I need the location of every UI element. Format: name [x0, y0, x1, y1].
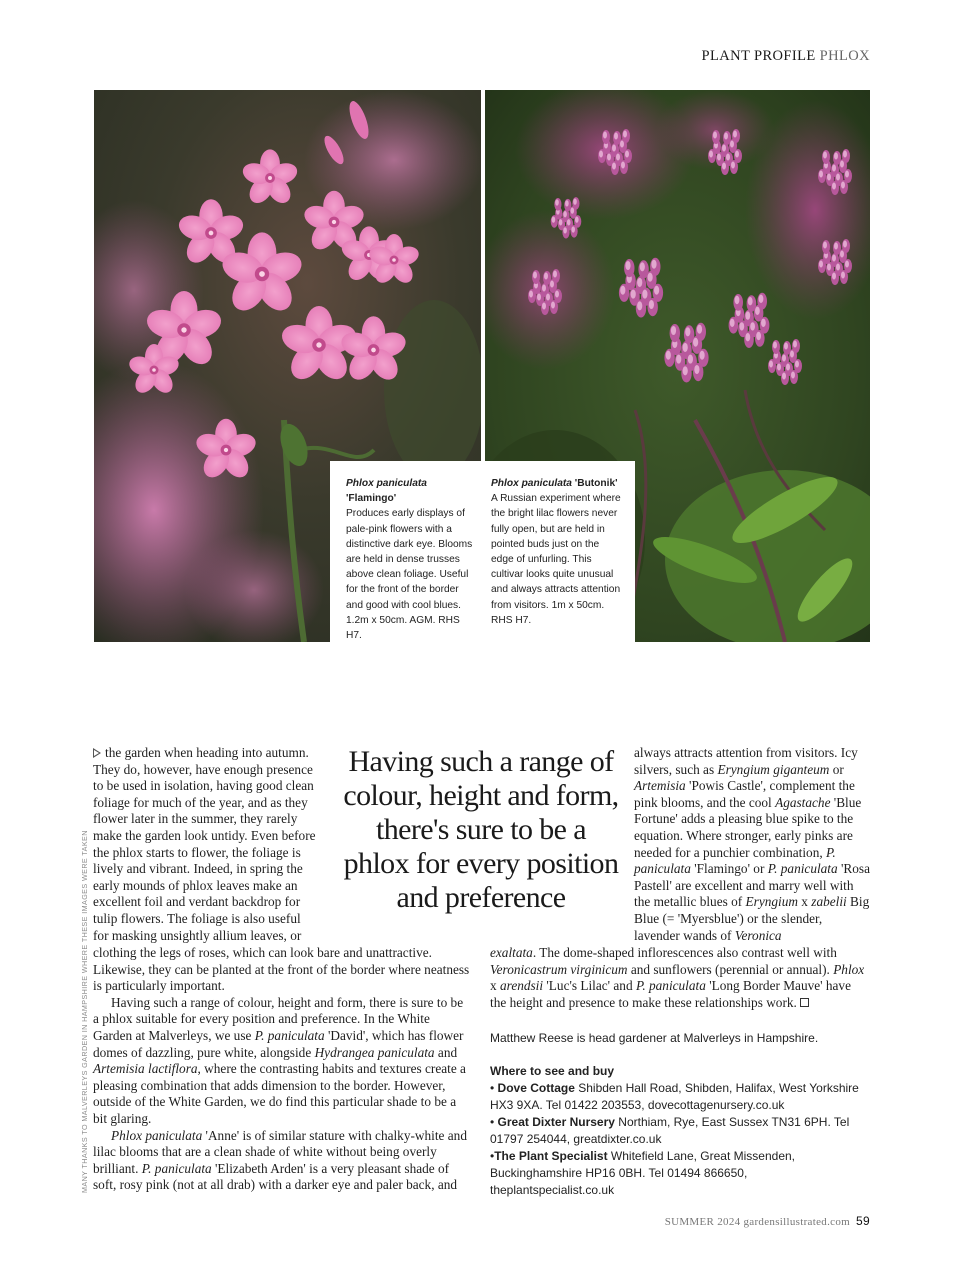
bullet: • [490, 1081, 498, 1095]
plant-name: P. paniculata [634, 844, 836, 877]
plant-name: Artemisia [634, 778, 686, 794]
caption-text: A Russian experiment where the bright lilac flowers never fully open, but are held in pointed buds just on the edge of unfurling. This cultivar looks quite unusual and always attracts attention from visitors. 1m x 50cm. RHS H7. [491, 493, 621, 626]
end-mark-icon [800, 998, 809, 1007]
page-footer [665, 1214, 870, 1228]
nursery-details: Whitefield Lane, Great Missenden, Buckinghamshire HP16 0BH. Tel 01494 866650, theplantspecialist.co.uk [490, 1149, 796, 1197]
text-run: 'Rosa Pastell' are excellent and marry well with the metallic blues of [634, 861, 870, 910]
text-run: and [434, 1044, 458, 1060]
text-run: . The dome-shaped inflorescences also contrast well with [532, 945, 837, 960]
caption-title-cultivar: 'Butonik' [571, 478, 618, 489]
text-run: 'Anne' is of similar stature with chalky-white and lilac blooms that are a clean shade of white without being overly brilliant. [93, 1127, 467, 1176]
where-to-buy [490, 1063, 870, 1199]
caption-text: Produces early displays of pale-pink flowers with a distinctive dark eye. Blooms are held in dense trusses above clean foliage. Useful for the front of the border and good with cool blues. 1.2m x 50cm. AGM. RHS H7. [346, 508, 473, 642]
text-run: 'Elizabeth Arden' is a very pleasant shade of soft, rosy pink (not at all drab) with a darker eye and paler back, and [93, 1160, 458, 1193]
text-run: always attracts attention from visitors. Icy silvers, such as [634, 745, 858, 777]
body-column-3-continued [490, 945, 870, 1011]
site-label: gardensillustrated.com [743, 1216, 850, 1228]
plant-name: zabelii [811, 894, 847, 910]
text-run: Big Blue (= 'Myersblue') or the slender, lavender wands of [634, 894, 870, 943]
text-run: 'Luc's Lilac' and [543, 978, 636, 994]
text-run: 'Blue Fortune' adds a pleasing blue spike to the equation. Where stronger, early pinks are needed for a punchier combination, [634, 794, 862, 860]
caption-title-italic: Phlox paniculata [346, 478, 427, 489]
plant-name: Veronicastrum virginicum [490, 961, 628, 977]
plant-name: exaltata [490, 945, 533, 960]
plant-name: P. paniculata [141, 1160, 212, 1176]
plant-name: Eryngium giganteum [717, 761, 830, 777]
bullet: • [490, 1115, 498, 1129]
section-label: PLANT PROFILE [701, 48, 816, 64]
plant-name: arendsii [499, 978, 544, 994]
plant-name: P. paniculata [767, 861, 838, 877]
text-run: 'David', which has flower domes of dazzling, pure white, alongside [93, 1027, 464, 1060]
plant-name: P. paniculata [635, 978, 706, 994]
body-column-1 [93, 745, 319, 944]
body-paragraph [93, 1128, 470, 1194]
nursery-details: Northiam, Rye, East Sussex TN31 6PH. Tel 01797 254044, greatdixter.co.uk [490, 1115, 850, 1146]
plant-name: Phlox paniculata [111, 1127, 203, 1143]
nursery-entry [490, 1114, 870, 1148]
plant-name: Phlox [833, 961, 865, 977]
plant-name: Artemisia lactiflora [93, 1061, 198, 1077]
text-run: Having such a range of colour, height and form, there is sure to be a phlox suitable for every position and preference. In the White Garden at Malverleys, we use [93, 994, 464, 1043]
bullet: • [490, 1149, 495, 1163]
plant-name: Eryngium [745, 894, 798, 910]
plant-name: Hydrangea paniculata [314, 1044, 435, 1060]
body-column-1-continued [93, 945, 470, 1194]
text-run: or [829, 761, 844, 777]
author-bio: Matthew Reese is head gardener at Malverleys in Hampshire. [490, 1031, 819, 1045]
caption-butonik [491, 476, 623, 628]
nursery-details: Shibden Hall Road, Shibden, Halifax, West Yorkshire HX3 9XA. Tel 01422 203553, dovecottagenursery.co.uk [490, 1081, 859, 1112]
nursery-entry [490, 1080, 870, 1114]
text-run: 'Long Border Mauve' have the height and presence to make these relationships work. [490, 978, 851, 1010]
plant-name: Agastache [775, 794, 831, 810]
text-run: , where the contrasting habits and textures create a pleasing combination that adds dimension to the border. However, outside of the White Garden, we do find this particular shade to be a bit glaring. [93, 1061, 466, 1126]
continued-arrow-icon [93, 748, 101, 758]
nursery-name: Dove Cottage [497, 1081, 575, 1095]
text-run: and sunflowers (perennial or annual). [627, 961, 834, 977]
caption-flamingo [346, 476, 476, 643]
where-heading: Where to see and buy [490, 1064, 615, 1078]
plant-name: P. paniculata [254, 1027, 325, 1043]
body-paragraph [490, 945, 870, 1011]
page-number: 59 [856, 1214, 870, 1228]
body-paragraph [93, 995, 470, 1128]
body-column-3 [634, 745, 870, 944]
text-run: 'Powis Castle', complement the pink blooms, and the cool [634, 778, 855, 810]
running-header [702, 48, 870, 65]
nursery-name: Great Dixter Nursery [497, 1115, 615, 1129]
photo-credit: MANY THANKS TO MALVERLEYS GARDEN IN HAMPSHIRE WHERE THESE IMAGES WERE TAKEN [80, 830, 89, 1193]
issue-label: SUMMER 2024 [664, 1216, 741, 1228]
text-run: x [490, 978, 500, 994]
text-run: x [797, 894, 812, 910]
body-paragraph [634, 745, 870, 944]
plant-name: Veronica [734, 927, 782, 943]
caption-title-cultivar: 'Flamingo' [346, 493, 397, 505]
caption-title-italic: Phlox paniculata [491, 478, 572, 489]
pull-quote: Having such a range of colour, height and form, there's sure to be a phlox for every position and preference [343, 745, 619, 914]
caption-box [330, 461, 635, 642]
body-paragraph: the garden when heading into autumn. They do, however, have enough presence to be used in isolation, having good clean foliage for much of the year, and as they flower later in the summer, they rarely make the garden look untidy. Even before the phlox starts to flower, the foliage is lively and vibrant. Indeed, in spring the early mounds of phlox leaves make an excellent foil and verdant backdrop for tulip flowers. The foliage is also useful for masking unsightly allium leaves, or [93, 745, 316, 943]
nursery-name: The Plant Specialist [494, 1149, 608, 1163]
nursery-entry [490, 1148, 870, 1199]
topic-label: PHLOX [819, 48, 870, 64]
text-run: 'Flamingo' or [690, 861, 768, 877]
body-paragraph: clothing the legs of roses, which can look bare and unattractive. Likewise, they can be planted at the front of the border where neatness is particularly important. [93, 945, 470, 994]
